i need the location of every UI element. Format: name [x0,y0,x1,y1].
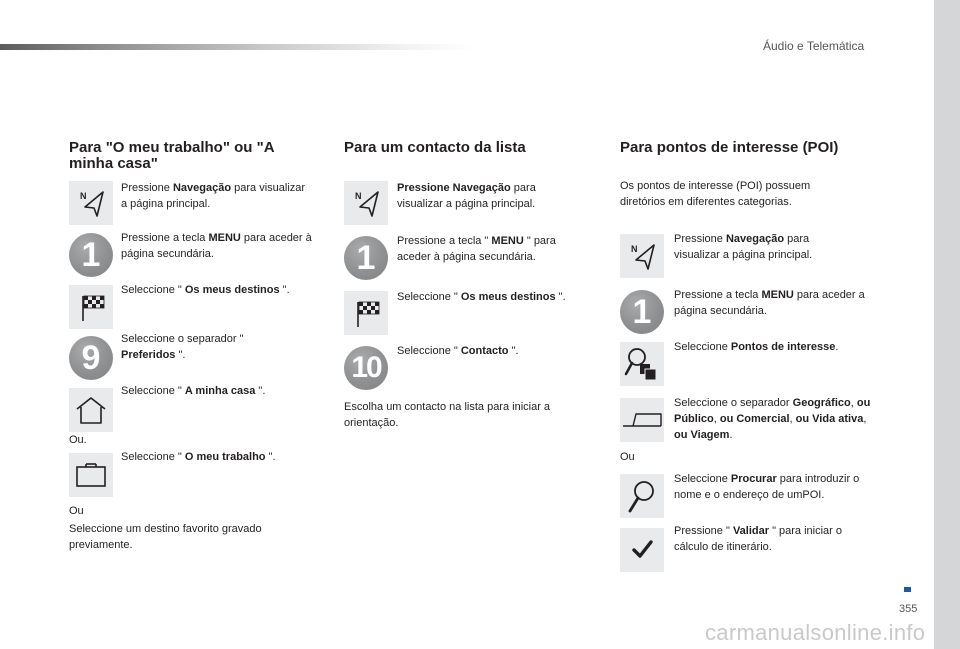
col2-step4-text: Seleccione " Contacto ". [397,345,519,357]
header-gradient-bar [0,44,475,50]
col3-step6-text: Pressione " Validar " para iniciar o cálculo de itinerário. [674,525,843,553]
checkmark-icon [620,528,664,572]
col3-intro-text: Os pontos de interesse (POI) possuem diretórios em diferentes categorias. [620,180,811,208]
col3-step1-text: Pressione Navegação para visualizar a página principal. [674,233,813,261]
col3-step-badge-1: 1 [620,290,664,334]
home-icon [69,388,113,432]
col2-step1-text: Pressione Navegação para visualizar a página principal. [397,182,536,210]
navigation-button-icon [344,181,388,225]
page-number: 355 [899,603,918,615]
col1-step1-text: Pressione Navegação para visualizar a página principal. [121,182,306,210]
section-title: Áudio e Telemática [763,39,865,53]
col3-or-label: Ou [620,451,635,463]
col2-step-badge-1: 1 [344,236,388,280]
col1-or-label: Ou. [69,434,87,446]
page-edge-strip [934,0,960,649]
col1-step3-text: Seleccione " Os meus destinos ". [121,284,290,296]
col2-heading: Para um contacto da lista [344,139,526,156]
checkered-flag-icon [344,291,388,335]
col1-step6-text: Seleccione " O meu trabalho ". [121,451,276,463]
col2-step2-text: Pressione a tecla " MENU " para aceder à página secundária. [397,235,556,263]
col1-step4-text: Seleccione o separador " Preferidos ". [121,333,244,361]
svg-text:N: N [355,191,362,201]
col2-step3-text: Seleccione " Os meus destinos ". [397,291,566,303]
checkered-flag-icon [69,285,113,329]
col2-step-badge-10: 10 [344,346,388,390]
col1-heading: Para "O meu trabalho" ou "A minha casa" [69,139,274,172]
col1-final-text: Seleccione um destino favorito gravado previamente. [69,523,262,551]
col3-step2-text: Pressione a tecla MENU para aceder a página secundária. [674,289,865,317]
watermark: carmanualsonline.info [705,620,926,645]
col3-step4-text: Seleccione o separador Geográfico, ou Público, ou Comercial, ou Vida ativa, ou Viagem. [674,397,871,441]
briefcase-icon [69,453,113,497]
poi-search-icon [620,342,664,386]
col3-step5-text: Seleccione Procurar para introduzir o nome e o endereço de umPOI. [674,473,860,501]
search-magnifier-icon [620,474,664,518]
svg-text:N: N [631,244,638,254]
navigation-button-icon [69,181,113,225]
col1-step-badge-9: 9 [69,336,113,380]
svg-text:N: N [80,191,87,201]
col3-heading: Para pontos de interesse (POI) [620,139,839,156]
tab-selector-icon [620,398,664,442]
navigation-button-icon [620,234,664,278]
col1-step-badge-1: 1 [69,233,113,277]
col1-step5-text: Seleccione " A minha casa ". [121,385,266,397]
col1-step2-text: Pressione a tecla MENU para aceder à página secundária. [121,232,312,260]
page-marker [904,587,911,592]
col1-or-label-2: Ou [69,505,84,517]
col2-final-text: Escolha um contacto na lista para iniciar a orientação. [344,401,551,429]
col3-step3-text: Seleccione Pontos de interesse. [674,341,839,353]
